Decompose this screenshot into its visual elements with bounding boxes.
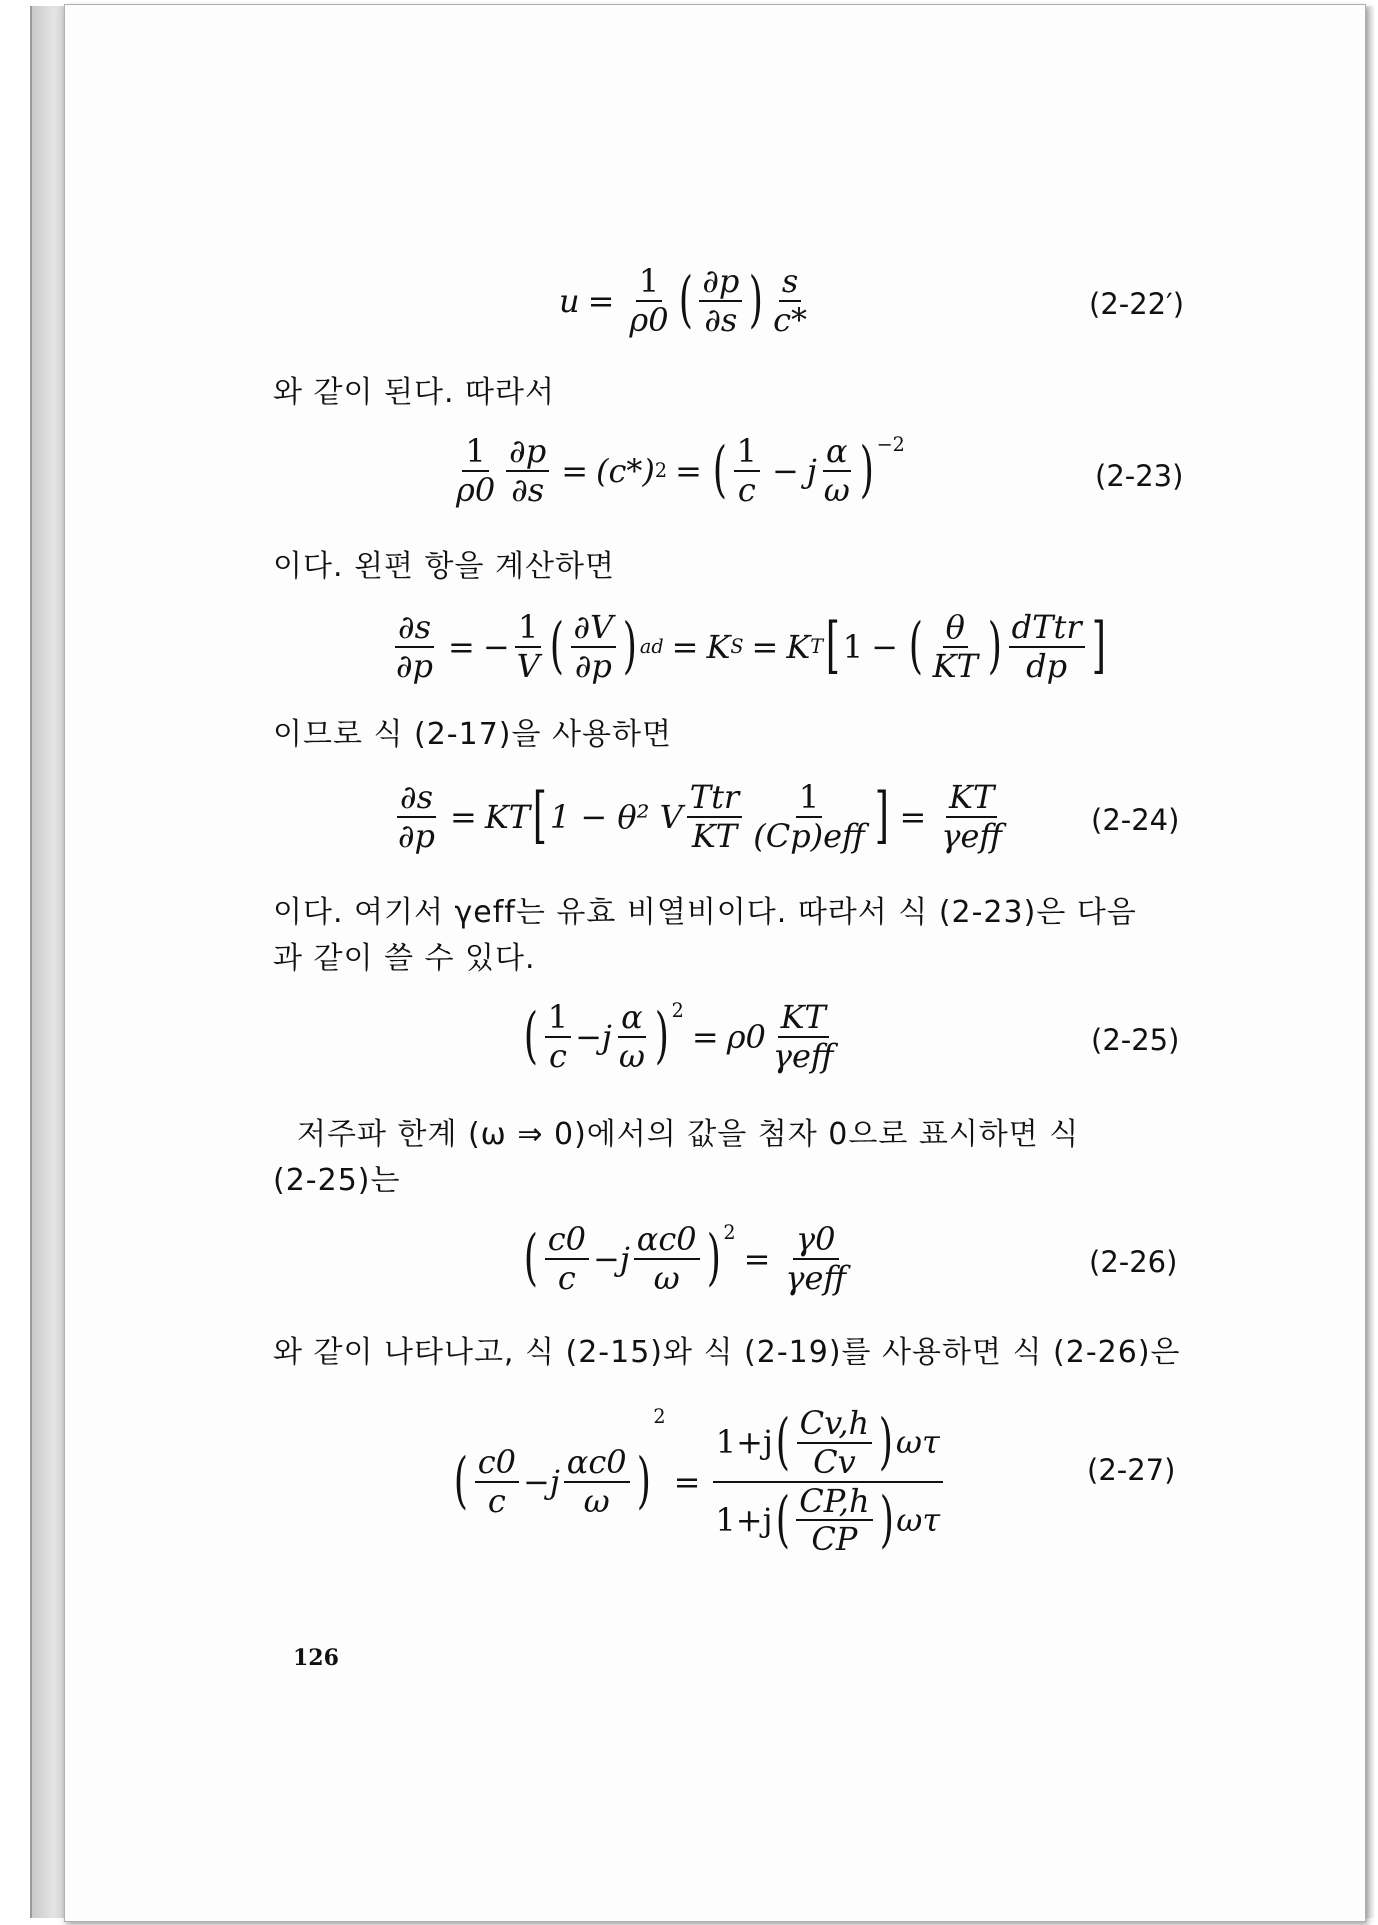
body-text: 저주파 한계 (ω ⇒ 0)에서의 값을 첨자 0으로 표시하면 식 — [297, 1117, 1080, 1152]
fraction: $\frac{\theta}{KT}$ — [932, 608, 978, 685]
fraction: $\frac{\text{Ttr}}{KT}$ — [687, 779, 743, 855]
equation-number: (2-26) — [1089, 1245, 1178, 1279]
fraction: $\frac{KT}{\text{γeff}}$ — [772, 998, 834, 1075]
fraction: $\frac{c0}{c}$ — [545, 1221, 589, 1297]
book-edge — [30, 6, 68, 1918]
fraction: $\frac{\gamma 0}{\text{γeff}}$ — [785, 1220, 847, 1297]
body-text: 과 같이 쓸 수 있다. — [273, 941, 536, 976]
body-text: 와 같이 된다. 따라서 — [273, 375, 555, 410]
eq-term: (c*) — [596, 451, 655, 490]
eq-symbol: j — [549, 1462, 560, 1501]
fraction: $\frac{\alpha c0}{\omega}$ — [564, 1444, 630, 1520]
body-text: 이다. 왼편 항을 계산하면 — [273, 549, 615, 584]
equation-2-25: ( $\frac{1}{c}$ − j $\frac{\alpha}{\omega}$ ) 2 = ρ0 $\frac{KT}{\text{γeff}}$ — [521, 999, 841, 1075]
fraction: $\frac{1}{V}$ — [516, 608, 540, 685]
fraction: $\frac{1}{\text{(Cp)eff}}$ — [753, 778, 865, 855]
equation-number: (2-24) — [1091, 803, 1180, 837]
equation-2-22p: u = $\frac{1}{\rho 0}$ ( $\frac{\partial p}{\partial s}$ ) $\frac{s}{c*}$ — [559, 263, 814, 339]
fraction: $\frac{\partial V}{\partial p}$ — [571, 609, 617, 685]
eq-symbol: j — [601, 1017, 612, 1056]
fraction: $\frac{\text{dTtr}}{dp}$ — [1009, 609, 1085, 685]
fraction: $\frac{Cv,h}{Cv}$ — [797, 1405, 873, 1481]
exponent: −2 — [876, 433, 905, 456]
fraction: $\frac{\partial s}{\partial p}$ — [396, 608, 434, 685]
page-number: 126 — [293, 1645, 339, 1671]
equation-ks: $\frac{\partial s}{\partial p}$ = − $\frac{1}{V}$ ( $\frac{\partial V}{\partial p}$ ) ad = K S = K T [ 1 − ( $\frac{\theta}{KT}$ ) $\frac{\text{dTtr}}{dp}$ ] — [389, 609, 1108, 685]
exponent: 2 — [671, 999, 684, 1022]
fraction: $\frac{\alpha}{\omega}$ — [823, 432, 850, 509]
book-page — [64, 4, 1366, 1922]
eq-operator: − — [482, 627, 510, 666]
subscript: ad — [639, 635, 664, 659]
eq-symbol: j — [619, 1239, 630, 1278]
fraction: $\frac{CP,h}{CP}$ — [796, 1483, 872, 1559]
eq-symbol: ρ0 — [726, 1017, 766, 1056]
equation-2-23: $\frac{1}{\rho 0}$ $\frac{\partial p}{\partial s}$ = (c*) 2 = ( $\frac{1}{c}$ − j $\frac{\alpha}{\omega}$ ) −2 — [449, 433, 905, 509]
equation-2-27: ( $\frac{c0}{c}$ − j $\frac{\alpha c0}{\omega}$ ) 2 = 1+j ( $\frac{Cv,h}{Cv}$ ) ωτ 1+j ( $\frac{CP,h}{CP}$ ) ωτ — [451, 1405, 947, 1558]
fraction: $\frac{\alpha}{\omega}$ — [618, 998, 645, 1075]
equation-number: (2-22′) — [1089, 287, 1185, 321]
fraction: $\frac{1}{c}$ — [545, 999, 571, 1075]
eq-symbol: u — [559, 281, 580, 320]
fraction: $\frac{KT}{\text{γeff}}$ — [941, 778, 1003, 855]
equation-2-26: ( $\frac{c0}{c}$ − j $\frac{\alpha c0}{\omega}$ ) 2 = $\frac{\gamma 0}{\text{γeff}}$ — [521, 1221, 853, 1297]
eq-symbol: KT — [484, 797, 531, 836]
exponent: 2 — [653, 1405, 666, 1428]
body-text: 와 같이 나타나고, 식 (2-15)와 식 (2-19)를 사용하면 식 (2-26)은 — [273, 1335, 1181, 1370]
subscript: T — [810, 635, 824, 659]
fraction: $\frac{s}{c*}$ — [773, 262, 808, 339]
equation-number: (2-25) — [1091, 1023, 1180, 1057]
fraction: $\frac{1}{\rho 0}$ — [629, 262, 669, 339]
exponent: 2 — [654, 459, 668, 483]
body-text: 이므로 식 (2-17)을 사용하면 — [273, 717, 672, 752]
fraction: $\frac{c0}{c}$ — [475, 1444, 519, 1520]
fraction-large: 1+j ( $\frac{Cv,h}{Cv}$ ) ωτ 1+j ( $\frac{CP,h}{CP}$ ) ωτ — [712, 1405, 943, 1558]
subscript: S — [730, 635, 744, 659]
eq-symbol: j — [806, 451, 817, 490]
body-text: 이다. 여기서 γeff는 유효 비열비이다. 따라서 식 (2-23)은 다음 — [273, 895, 1137, 930]
fraction: $\frac{\alpha c0}{\omega}$ — [634, 1221, 700, 1297]
eq-term: 1 — [842, 627, 864, 666]
fraction: $\frac{1}{\rho 0}$ — [456, 432, 496, 509]
exponent: 2 — [723, 1221, 736, 1244]
fraction: $\frac{\partial p}{\partial s}$ — [699, 263, 742, 339]
equation-2-24: $\frac{\partial s}{\partial p}$ = KT [ 1 − θ² V $\frac{\text{Ttr}}{KT}$ $\frac{1}{\text{(Cp)eff}}$ ] = $\frac{KT}{\text{γeff}}$ — [391, 779, 1009, 855]
body-text: (2-25)는 — [273, 1163, 401, 1198]
eq-term: 1 − θ² V — [549, 797, 683, 836]
fraction: $\frac{\partial s}{\partial p}$ — [398, 778, 436, 855]
eq-symbol: K — [706, 627, 731, 666]
eq-symbol: K — [786, 627, 811, 666]
fraction: $\frac{\partial p}{\partial s}$ — [506, 433, 549, 509]
fraction: $\frac{1}{c}$ — [734, 433, 760, 509]
equation-number: (2-23) — [1095, 459, 1184, 493]
equation-number: (2-27) — [1087, 1453, 1176, 1487]
